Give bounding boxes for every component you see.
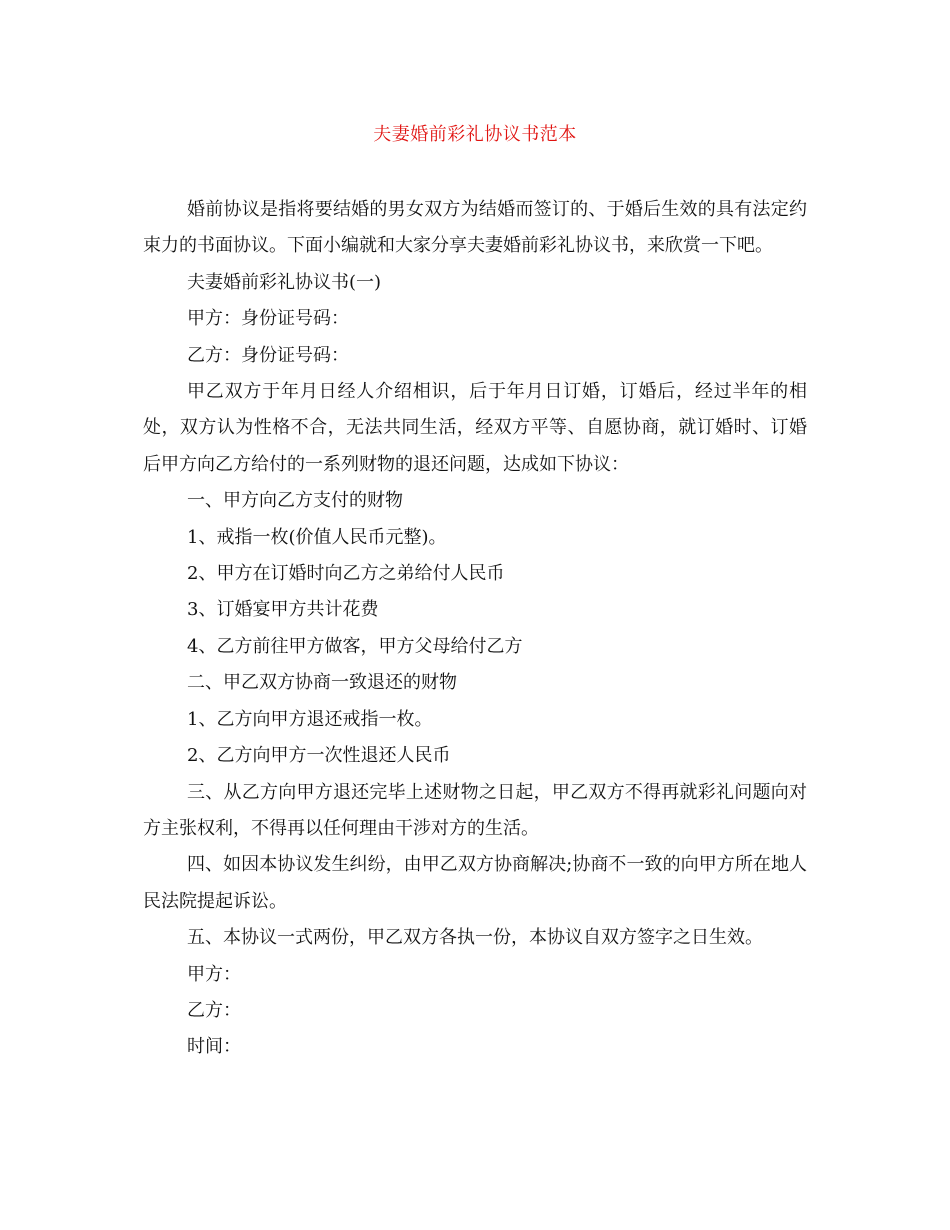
paragraph-section-5: 五、本协议一式两份，甲乙双方各执一份，本协议自双方签字之日生效。 (187, 927, 763, 949)
paragraph-subtitle: 夫妻婚前彩礼协议书(一) (187, 271, 382, 293)
paragraph-section-3: 三、从乙方向甲方退还完毕上述财物之日起，甲乙双方不得再就彩礼问题向对方主张权利，不得再以任何理由干涉对方的生活。 (143, 781, 807, 839)
paragraph-item: 4、乙方前往甲方做客，甲方父母给付乙方 (187, 635, 523, 657)
paragraph-section-4: 四、如因本协议发生纠纷，由甲乙双方协商解决;协商不一致的向甲方所在地人民法院提起诉讼。 (143, 854, 807, 912)
signature-party-a: 甲方： (187, 963, 241, 985)
paragraph-background: 甲乙双方于年月日经人介绍相识，后于年月日订婚，订婚后，经过半年的相处，双方认为性格不合，无法共同生活，经双方平等、自愿协商，就订婚时、订婚后甲方向乙方给付的一系列财物的退还问题，达成如下协议： (143, 381, 807, 475)
paragraph-intro: 婚前协议是指将要结婚的男女双方为结婚而签订的、于婚后生效的具有法定约束力的书面协议。下面小编就和大家分享夫妻婚前彩礼协议书，来欣赏一下吧。 (143, 199, 807, 257)
paragraph-section-2: 二、甲乙双方协商一致退还的财物 (187, 672, 457, 694)
paragraph-item: 1、戒指一枚(价值人民币元整)。 (187, 526, 447, 548)
paragraph-section-1: 一、甲方向乙方支付的财物 (187, 490, 403, 512)
paragraph-item: 2、甲方在订婚时向乙方之弟给付人民币 (187, 563, 505, 585)
paragraph-party-b-id: 乙方：身份证号码： (187, 344, 349, 366)
paragraph-item: 2、乙方向甲方一次性退还人民币 (187, 745, 451, 767)
paragraph-party-a-id: 甲方：身份证号码： (187, 308, 349, 330)
signature-date: 时间： (187, 1036, 241, 1058)
document-body (143, 192, 807, 1066)
signature-party-b: 乙方： (187, 999, 241, 1021)
paragraph-item: 3、订婚宴甲方共计花费 (187, 599, 379, 621)
paragraph-item: 1、乙方向甲方退还戒指一枚。 (187, 708, 433, 730)
document-title: 夫妻婚前彩礼协议书范本 (373, 124, 577, 145)
